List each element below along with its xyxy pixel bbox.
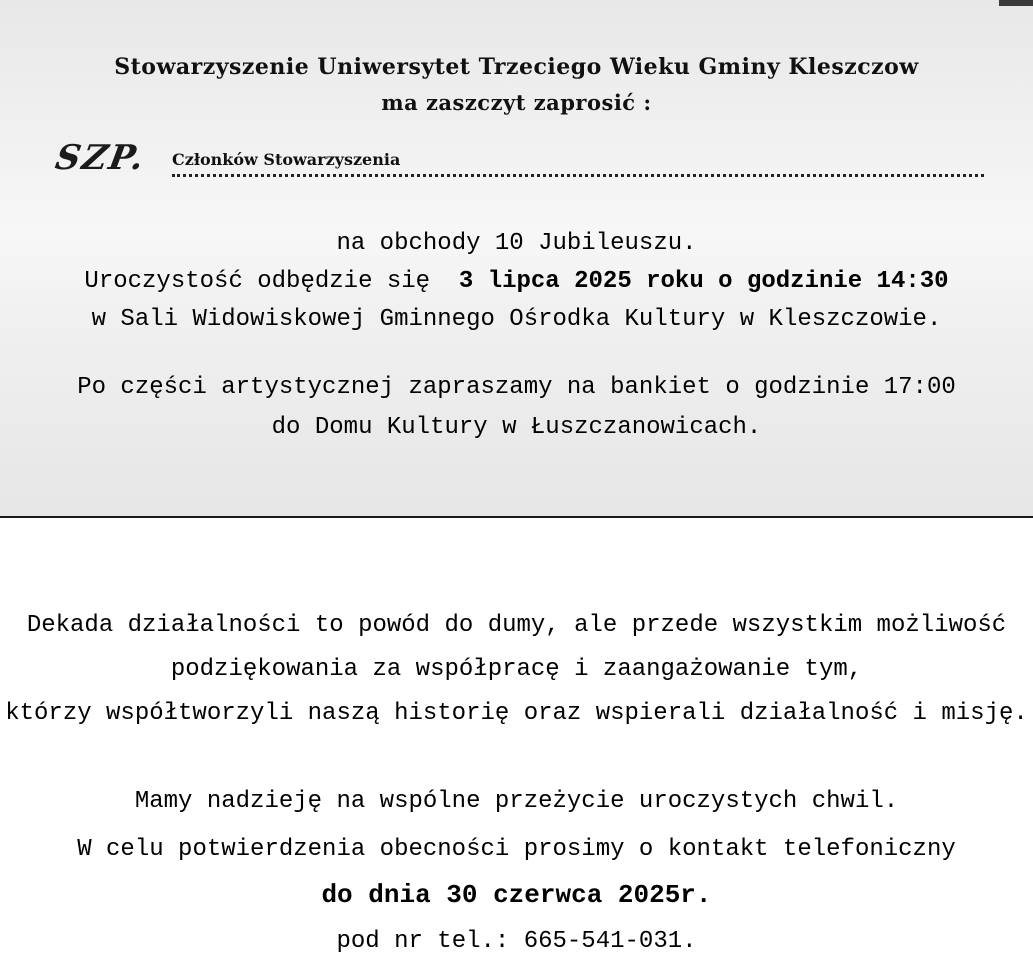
message-line-2: podziękowania za współpracę i zaangażowanie tym, xyxy=(170,656,863,683)
section-divider xyxy=(0,516,1033,518)
handwritten-signature: SZP. xyxy=(52,138,149,178)
message-line-4: Mamy nadzieję na wspólne przeżycie uroczystych chwil. xyxy=(134,788,899,815)
date-line-prefix: Uroczystość odbędzie się xyxy=(84,268,431,295)
invite-phrase: ma zaszczyt zaprosić : xyxy=(381,90,652,115)
addressee-text: Członków Stowarzyszenia xyxy=(172,150,401,169)
dotted-fill-line xyxy=(172,174,984,177)
venue-line: w Sali Widowiskowej Gminnego Ośrodka Kultury w Kleszczowie. xyxy=(91,306,942,333)
message-line-1: Dekada działalności to powód do dumy, ale przede wszystkim możliwość xyxy=(26,612,1007,639)
date-line xyxy=(0,268,1033,295)
event-line: na obchody 10 Jubileuszu. xyxy=(336,230,697,257)
banquet-line: Po części artystycznej zapraszamy na bankiet o godzinie 17:00 xyxy=(77,374,956,401)
phone-number: pod nr tel.: 665-541-031. xyxy=(336,928,697,955)
event-date-time: 3 lipca 2025 roku o godzinie 14:30 xyxy=(458,268,949,295)
message-line-5: W celu potwierdzenia obecności prosimy o kontakt telefoniczny xyxy=(77,836,956,863)
rsvp-deadline: do dnia 30 czerwca 2025r. xyxy=(321,880,712,910)
addressee-row xyxy=(48,138,984,178)
card-corner-mark xyxy=(999,0,1033,6)
banquet-place: do Domu Kultury w Łuszczanowicach. xyxy=(271,414,762,441)
message-line-3: którzy współtworzyli naszą historię oraz wspierali działalność i misję. xyxy=(5,700,1028,727)
organization-name: Stowarzyszenie Uniwersytet Trzeciego Wieku Gminy Kleszczow xyxy=(114,54,919,80)
